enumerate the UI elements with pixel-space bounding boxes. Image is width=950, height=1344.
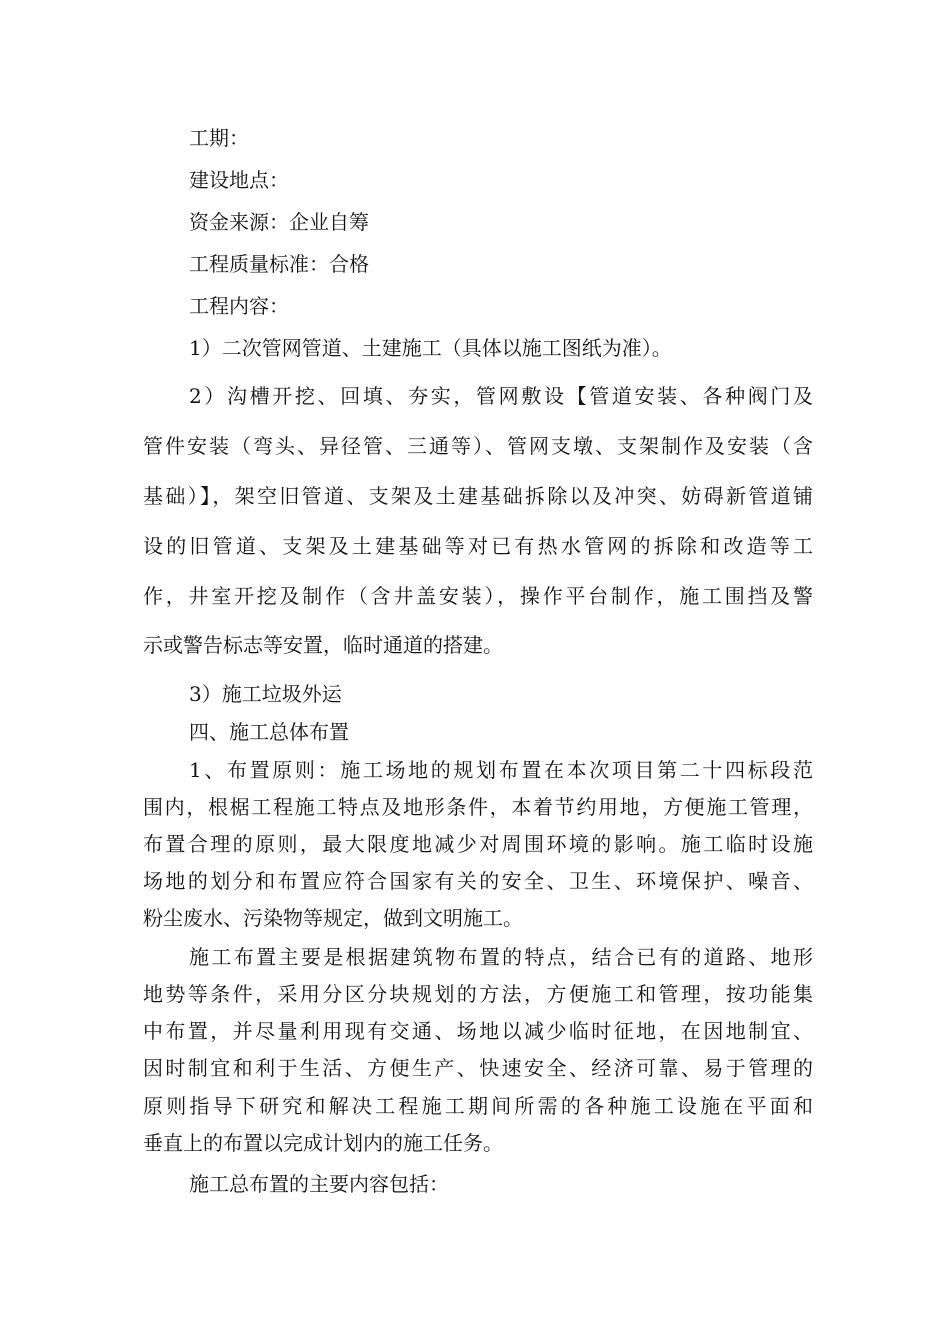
principle-paragraph-line: 场地的划分和布置应符合国家有关的安全、卫生、环境保护、噪音、 xyxy=(143,869,813,893)
principle-paragraph-line: 布置合理的原则，最大限度地减少对周围环境的影响。施工临时设施 xyxy=(143,832,813,856)
schedule-line: 工期： xyxy=(189,126,249,150)
work-item-2-line: 作，井室开挖及制作（含井盖安装），操作平台制作，施工围挡及警 xyxy=(143,584,813,608)
work-item-2-line: 2）沟槽开挖、回填、夯实，管网敷设【管道安装、各种阀门及 xyxy=(189,384,813,408)
principle-paragraph-line: 围内，根椐工程施工特点及地形条件，本着节约用地，方便施工管理， xyxy=(143,795,813,819)
principle-paragraph-line: 1、布置原则：施工场地的规划布置在本次项目第二十四标段范 xyxy=(189,758,813,782)
section-heading: 四、施工总体布置 xyxy=(189,720,349,744)
layout-paragraph-line: 中布置，并尽量利用现有交通、场地以减少临时征地，在因地制宜、 xyxy=(143,1019,813,1043)
contents-intro-line: 施工总布置的主要内容包括： xyxy=(189,1172,449,1196)
work-item-2-line: 基础）】，架空旧管道、支架及土建基础拆除以及冲突、妨碍新管道铺 xyxy=(143,484,813,508)
work-item-2-line: 示或警告标志等安置，临时通道的搭建。 xyxy=(143,633,503,657)
work-item-2-line: 设的旧管道、支架及土建基础等对已有热水管网的拆除和改造等工 xyxy=(143,534,813,558)
principle-paragraph-line: 粉尘废水、污染物等规定，做到文明施工。 xyxy=(143,906,523,930)
work-item-1: 1）二次管网管道、土建施工（具体以施工图纸为准）。 xyxy=(189,336,672,360)
layout-paragraph-line: 垂直上的布置以完成计划内的施工任务。 xyxy=(143,1131,503,1155)
layout-paragraph-line: 地势等条件，采用分区分块规划的方法，方便施工和管理，按功能集 xyxy=(143,982,813,1006)
content-heading-line: 工程内容： xyxy=(189,294,289,318)
layout-paragraph-line: 原则指导下研究和解决工程施工期间所需的各种施工设施在平面和 xyxy=(143,1094,813,1118)
funding-line: 资金来源：企业自筹 xyxy=(189,210,369,234)
quality-standard-line: 工程质量标准：合格 xyxy=(189,252,369,276)
location-line: 建设地点： xyxy=(189,168,289,192)
layout-paragraph-line: 施工布置主要是根据建筑物布置的特点，结合已有的道路、地形 xyxy=(189,945,813,969)
layout-paragraph-line: 因时制宜和利于生活、方便生产、快速安全、经济可靠、易于管理的 xyxy=(143,1056,813,1080)
work-item-3: 3）施工垃圾外运 xyxy=(189,682,342,706)
work-item-2-line: 管件安装（弯头、异径管、三通等）、管网支墩、支架制作及安装（含 xyxy=(143,434,813,458)
